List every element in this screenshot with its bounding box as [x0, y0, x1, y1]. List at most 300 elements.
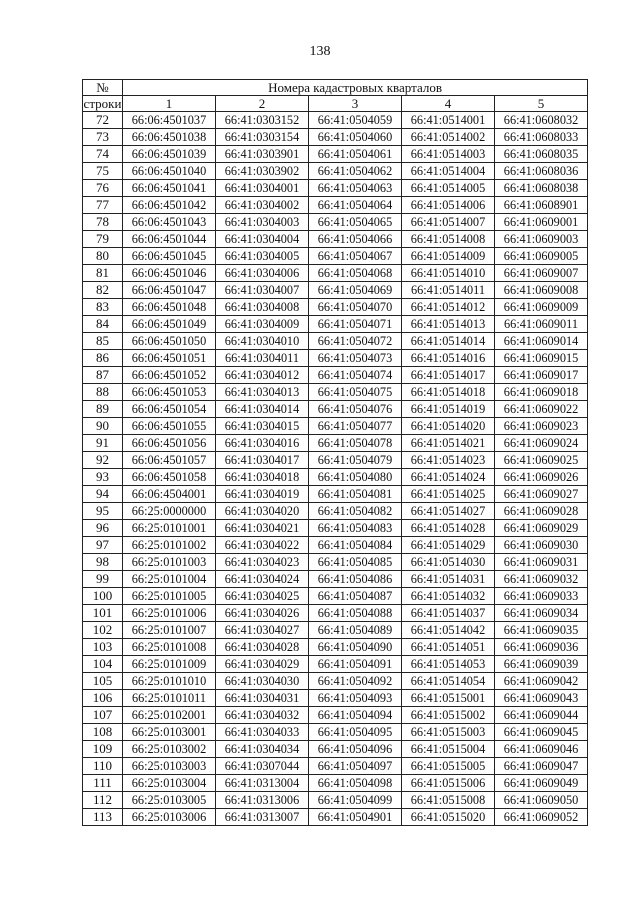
cadastral-number-cell: 66:41:0515005	[402, 758, 495, 775]
cadastral-number-cell: 66:41:0609050	[495, 792, 588, 809]
row-number-cell: 95	[83, 503, 123, 520]
cadastral-number-cell: 66:41:0609045	[495, 724, 588, 741]
cadastral-number-cell: 66:41:0608038	[495, 180, 588, 197]
row-number-cell: 89	[83, 401, 123, 418]
table-row	[83, 469, 588, 486]
table-row	[83, 112, 588, 129]
cadastral-number-cell: 66:25:0101006	[123, 605, 216, 622]
cadastral-number-cell: 66:41:0504082	[309, 503, 402, 520]
cadastral-number-cell: 66:41:0304006	[216, 265, 309, 282]
cadastral-number-cell: 66:41:0609036	[495, 639, 588, 656]
cadastral-number-cell: 66:41:0504098	[309, 775, 402, 792]
cadastral-number-cell: 66:41:0609008	[495, 282, 588, 299]
row-number-cell: 112	[83, 792, 123, 809]
table-row	[83, 775, 588, 792]
row-number-cell: 82	[83, 282, 123, 299]
row-number-cell: 80	[83, 248, 123, 265]
cadastral-number-cell: 66:41:0515020	[402, 809, 495, 826]
cadastral-number-cell: 66:41:0504901	[309, 809, 402, 826]
page-number: 138	[309, 44, 331, 59]
cadastral-number-cell: 66:41:0304001	[216, 180, 309, 197]
cadastral-number-cell: 66:41:0304025	[216, 588, 309, 605]
cadastral-number-cell: 66:41:0504088	[309, 605, 402, 622]
table-row	[83, 554, 588, 571]
cadastral-number-cell: 66:41:0514027	[402, 503, 495, 520]
cadastral-number-cell: 66:41:0504099	[309, 792, 402, 809]
cadastral-number-cell: 66:41:0304028	[216, 639, 309, 656]
table-row	[83, 435, 588, 452]
cadastral-number-cell: 66:41:0514014	[402, 333, 495, 350]
cadastral-number-cell: 66:41:0304019	[216, 486, 309, 503]
cadastral-number-cell: 66:41:0504091	[309, 656, 402, 673]
cadastral-number-cell: 66:41:0304031	[216, 690, 309, 707]
table-row	[83, 809, 588, 826]
cadastral-number-cell: 66:06:4501053	[123, 384, 216, 401]
cadastral-number-cell: 66:41:0307044	[216, 758, 309, 775]
row-number-cell: 74	[83, 146, 123, 163]
cadastral-quarters-table	[82, 79, 588, 826]
cadastral-number-cell: 66:41:0504068	[309, 265, 402, 282]
cadastral-number-cell: 66:25:0101001	[123, 520, 216, 537]
table-row	[83, 197, 588, 214]
row-number-cell: 101	[83, 605, 123, 622]
cadastral-number-cell: 66:41:0514030	[402, 554, 495, 571]
cadastral-number-cell: 66:41:0504080	[309, 469, 402, 486]
cadastral-number-cell: 66:06:4501055	[123, 418, 216, 435]
cadastral-number-cell: 66:06:4501044	[123, 231, 216, 248]
cadastral-number-cell: 66:41:0609030	[495, 537, 588, 554]
cadastral-number-cell: 66:41:0514037	[402, 605, 495, 622]
cadastral-number-cell: 66:41:0514006	[402, 197, 495, 214]
table-row	[83, 350, 588, 367]
row-number-cell: 78	[83, 214, 123, 231]
cadastral-number-cell: 66:41:0504097	[309, 758, 402, 775]
cadastral-number-cell: 66:41:0514021	[402, 435, 495, 452]
table-row	[83, 537, 588, 554]
cadastral-number-cell: 66:41:0504085	[309, 554, 402, 571]
cadastral-number-cell: 66:41:0304021	[216, 520, 309, 537]
cadastral-number-cell: 66:41:0304015	[216, 418, 309, 435]
cadastral-number-cell: 66:41:0514005	[402, 180, 495, 197]
row-number-cell: 79	[83, 231, 123, 248]
cadastral-number-cell: 66:41:0609028	[495, 503, 588, 520]
cadastral-number-cell: 66:41:0609039	[495, 656, 588, 673]
cadastral-number-cell: 66:41:0304034	[216, 741, 309, 758]
cadastral-number-cell: 66:41:0504062	[309, 163, 402, 180]
table-row	[83, 605, 588, 622]
row-number-cell: 111	[83, 775, 123, 792]
cadastral-number-cell: 66:41:0304004	[216, 231, 309, 248]
row-number-cell: 92	[83, 452, 123, 469]
cadastral-number-cell: 66:25:0103002	[123, 741, 216, 758]
cadastral-number-cell: 66:41:0504072	[309, 333, 402, 350]
cadastral-number-cell: 66:41:0514003	[402, 146, 495, 163]
group-header: Номера кадастровых кварталов	[123, 80, 588, 96]
cadastral-number-cell: 66:41:0504071	[309, 316, 402, 333]
cadastral-number-cell: 66:41:0609001	[495, 214, 588, 231]
table-row	[83, 758, 588, 775]
cadastral-number-cell: 66:25:0101009	[123, 656, 216, 673]
cadastral-number-cell: 66:41:0504094	[309, 707, 402, 724]
cadastral-number-cell: 66:06:4501054	[123, 401, 216, 418]
cadastral-number-cell: 66:41:0304009	[216, 316, 309, 333]
cadastral-number-cell: 66:41:0609026	[495, 469, 588, 486]
cadastral-number-cell: 66:41:0504060	[309, 129, 402, 146]
cadastral-number-cell: 66:06:4501049	[123, 316, 216, 333]
cadastral-number-cell: 66:41:0304014	[216, 401, 309, 418]
table-row	[83, 622, 588, 639]
cadastral-number-cell: 66:41:0608032	[495, 112, 588, 129]
cadastral-number-cell: 66:41:0504090	[309, 639, 402, 656]
cadastral-number-cell: 66:41:0609014	[495, 333, 588, 350]
cadastral-number-cell: 66:41:0514042	[402, 622, 495, 639]
table-row	[83, 503, 588, 520]
cadastral-number-cell: 66:41:0304005	[216, 248, 309, 265]
table-row	[83, 265, 588, 282]
cadastral-number-cell: 66:41:0609031	[495, 554, 588, 571]
row-number-cell: 97	[83, 537, 123, 554]
cadastral-number-cell: 66:06:4501058	[123, 469, 216, 486]
cadastral-number-cell: 66:41:0514004	[402, 163, 495, 180]
cadastral-number-cell: 66:41:0514029	[402, 537, 495, 554]
table-row	[83, 656, 588, 673]
cadastral-number-cell: 66:41:0609052	[495, 809, 588, 826]
cadastral-number-cell: 66:06:4501037	[123, 112, 216, 129]
cadastral-number-cell: 66:41:0609007	[495, 265, 588, 282]
cadastral-number-cell: 66:41:0504096	[309, 741, 402, 758]
cadastral-number-cell: 66:41:0515001	[402, 690, 495, 707]
cadastral-number-cell: 66:41:0609043	[495, 690, 588, 707]
cadastral-number-cell: 66:41:0304010	[216, 333, 309, 350]
table-row	[83, 401, 588, 418]
cadastral-number-cell: 66:25:0103004	[123, 775, 216, 792]
cadastral-number-cell: 66:41:0514051	[402, 639, 495, 656]
cadastral-number-cell: 66:41:0304026	[216, 605, 309, 622]
cadastral-number-cell: 66:41:0304024	[216, 571, 309, 588]
cadastral-number-cell: 66:41:0313006	[216, 792, 309, 809]
cadastral-number-cell: 66:41:0514032	[402, 588, 495, 605]
cadastral-number-cell: 66:41:0609022	[495, 401, 588, 418]
cadastral-number-cell: 66:41:0304012	[216, 367, 309, 384]
cadastral-number-cell: 66:41:0514002	[402, 129, 495, 146]
table-row	[83, 333, 588, 350]
table-row	[83, 571, 588, 588]
cadastral-number-cell: 66:41:0304007	[216, 282, 309, 299]
table-row	[83, 384, 588, 401]
cadastral-number-cell: 66:41:0609018	[495, 384, 588, 401]
cadastral-number-cell: 66:41:0608033	[495, 129, 588, 146]
cadastral-number-cell: 66:06:4501045	[123, 248, 216, 265]
cadastral-number-cell: 66:41:0504065	[309, 214, 402, 231]
row-number-cell: 102	[83, 622, 123, 639]
cadastral-number-cell: 66:41:0504059	[309, 112, 402, 129]
cadastral-number-cell: 66:41:0313007	[216, 809, 309, 826]
cadastral-number-cell: 66:41:0304032	[216, 707, 309, 724]
cadastral-number-cell: 66:41:0504066	[309, 231, 402, 248]
cadastral-number-cell: 66:41:0504074	[309, 367, 402, 384]
table-row	[83, 724, 588, 741]
cadastral-number-cell: 66:41:0514009	[402, 248, 495, 265]
cadastral-number-cell: 66:41:0609047	[495, 758, 588, 775]
cadastral-number-cell: 66:41:0304002	[216, 197, 309, 214]
cadastral-number-cell: 66:41:0304027	[216, 622, 309, 639]
row-number-cell: 98	[83, 554, 123, 571]
column-header: 2	[216, 96, 309, 112]
cadastral-number-cell: 66:41:0504093	[309, 690, 402, 707]
row-number-cell: 75	[83, 163, 123, 180]
cadastral-number-cell: 66:41:0609046	[495, 741, 588, 758]
row-number-cell: 100	[83, 588, 123, 605]
cadastral-number-cell: 66:41:0515003	[402, 724, 495, 741]
row-number-cell: 81	[83, 265, 123, 282]
table-row	[83, 588, 588, 605]
cadastral-number-cell: 66:41:0515008	[402, 792, 495, 809]
cadastral-number-cell: 66:41:0609035	[495, 622, 588, 639]
row-number-cell: 90	[83, 418, 123, 435]
cadastral-number-cell: 66:41:0304003	[216, 214, 309, 231]
table-row	[83, 486, 588, 503]
row-number-header-top: №	[83, 80, 123, 96]
cadastral-number-cell: 66:25:0103005	[123, 792, 216, 809]
cadastral-number-cell: 66:25:0101002	[123, 537, 216, 554]
cadastral-number-cell: 66:41:0609029	[495, 520, 588, 537]
cadastral-number-cell: 66:25:0103001	[123, 724, 216, 741]
cadastral-number-cell: 66:41:0514001	[402, 112, 495, 129]
cadastral-number-cell: 66:41:0609015	[495, 350, 588, 367]
cadastral-number-cell: 66:41:0504073	[309, 350, 402, 367]
cadastral-number-cell: 66:25:0102001	[123, 707, 216, 724]
cadastral-number-cell: 66:06:4501040	[123, 163, 216, 180]
column-header: 1	[123, 96, 216, 112]
table-row	[83, 163, 588, 180]
cadastral-number-cell: 66:41:0304022	[216, 537, 309, 554]
cadastral-number-cell: 66:41:0504070	[309, 299, 402, 316]
row-number-cell: 84	[83, 316, 123, 333]
cadastral-number-cell: 66:41:0609011	[495, 316, 588, 333]
cadastral-number-cell: 66:06:4501038	[123, 129, 216, 146]
cadastral-number-cell: 66:41:0304016	[216, 435, 309, 452]
table-row	[83, 146, 588, 163]
cadastral-number-cell: 66:41:0609042	[495, 673, 588, 690]
cadastral-number-cell: 66:41:0504079	[309, 452, 402, 469]
cadastral-number-cell: 66:41:0609023	[495, 418, 588, 435]
cadastral-number-cell: 66:06:4501057	[123, 452, 216, 469]
row-number-cell: 77	[83, 197, 123, 214]
cadastral-number-cell: 66:41:0504084	[309, 537, 402, 554]
cadastral-number-cell: 66:41:0304011	[216, 350, 309, 367]
row-number-header-bottom: строки	[83, 96, 122, 111]
table-row	[83, 299, 588, 316]
table-row	[83, 316, 588, 333]
cadastral-number-cell: 66:06:4501056	[123, 435, 216, 452]
row-number-cell: 94	[83, 486, 123, 503]
table-row	[83, 707, 588, 724]
cadastral-number-cell: 66:41:0304023	[216, 554, 309, 571]
cadastral-number-cell: 66:41:0303154	[216, 129, 309, 146]
row-number-cell: 103	[83, 639, 123, 656]
row-number-cell: 91	[83, 435, 123, 452]
cadastral-number-cell: 66:41:0514023	[402, 452, 495, 469]
cadastral-number-cell: 66:41:0609017	[495, 367, 588, 384]
cadastral-number-cell: 66:41:0504064	[309, 197, 402, 214]
cadastral-number-cell: 66:41:0504083	[309, 520, 402, 537]
cadastral-number-cell: 66:25:0101007	[123, 622, 216, 639]
cadastral-number-cell: 66:06:4501043	[123, 214, 216, 231]
cadastral-number-cell: 66:41:0608901	[495, 197, 588, 214]
cadastral-number-cell: 66:41:0313004	[216, 775, 309, 792]
cadastral-number-cell: 66:41:0304008	[216, 299, 309, 316]
cadastral-number-cell: 66:25:0101004	[123, 571, 216, 588]
cadastral-number-cell: 66:41:0514011	[402, 282, 495, 299]
cadastral-number-cell: 66:41:0304017	[216, 452, 309, 469]
cadastral-number-cell: 66:25:0101005	[123, 588, 216, 605]
cadastral-number-cell: 66:41:0303152	[216, 112, 309, 129]
cadastral-number-cell: 66:25:0101011	[123, 690, 216, 707]
cadastral-number-cell: 66:41:0514024	[402, 469, 495, 486]
row-number-cell: 83	[83, 299, 123, 316]
cadastral-number-cell: 66:41:0504087	[309, 588, 402, 605]
cadastral-number-cell: 66:06:4501047	[123, 282, 216, 299]
cadastral-number-cell: 66:41:0609033	[495, 588, 588, 605]
table-row	[83, 180, 588, 197]
cadastral-number-cell: 66:41:0504075	[309, 384, 402, 401]
cadastral-number-cell: 66:06:4501050	[123, 333, 216, 350]
cadastral-number-cell: 66:41:0504095	[309, 724, 402, 741]
cadastral-number-cell: 66:06:4501039	[123, 146, 216, 163]
cadastral-number-cell: 66:41:0504081	[309, 486, 402, 503]
cadastral-number-cell: 66:25:0000000	[123, 503, 216, 520]
row-number-cell: 110	[83, 758, 123, 775]
cadastral-number-cell: 66:41:0304013	[216, 384, 309, 401]
row-number-cell: 104	[83, 656, 123, 673]
cadastral-number-cell: 66:41:0609032	[495, 571, 588, 588]
cadastral-number-cell: 66:41:0514031	[402, 571, 495, 588]
cadastral-number-cell: 66:06:4504001	[123, 486, 216, 503]
cadastral-number-cell: 66:41:0514053	[402, 656, 495, 673]
column-header: 4	[402, 96, 495, 112]
cadastral-number-cell: 66:41:0514054	[402, 673, 495, 690]
cadastral-number-cell: 66:41:0608035	[495, 146, 588, 163]
cadastral-number-cell: 66:41:0608036	[495, 163, 588, 180]
table-row	[83, 452, 588, 469]
table-row	[83, 367, 588, 384]
cadastral-number-cell: 66:41:0609049	[495, 775, 588, 792]
row-number-cell: 107	[83, 707, 123, 724]
table-row	[83, 520, 588, 537]
cadastral-number-cell: 66:41:0504063	[309, 180, 402, 197]
table-row	[83, 282, 588, 299]
table-row	[83, 248, 588, 265]
cadastral-number-cell: 66:41:0304033	[216, 724, 309, 741]
cadastral-number-cell: 66:41:0304020	[216, 503, 309, 520]
row-number-cell: 96	[83, 520, 123, 537]
cadastral-number-cell: 66:41:0304018	[216, 469, 309, 486]
cadastral-number-cell: 66:06:4501048	[123, 299, 216, 316]
cadastral-number-cell: 66:25:0103006	[123, 809, 216, 826]
cadastral-number-cell: 66:41:0515006	[402, 775, 495, 792]
row-number-cell: 76	[83, 180, 123, 197]
cadastral-number-cell: 66:06:4501042	[123, 197, 216, 214]
cadastral-number-cell: 66:41:0514016	[402, 350, 495, 367]
cadastral-number-cell: 66:41:0514025	[402, 486, 495, 503]
cadastral-number-cell: 66:41:0504086	[309, 571, 402, 588]
table-row	[83, 792, 588, 809]
cadastral-number-cell: 66:41:0303901	[216, 146, 309, 163]
row-number-cell: 113	[83, 809, 123, 826]
cadastral-number-cell: 66:41:0609024	[495, 435, 588, 452]
row-number-cell: 72	[83, 112, 123, 129]
table-header	[83, 80, 588, 112]
cadastral-number-cell: 66:41:0609034	[495, 605, 588, 622]
cadastral-number-cell: 66:41:0504076	[309, 401, 402, 418]
cadastral-number-cell: 66:41:0515004	[402, 741, 495, 758]
cadastral-number-cell: 66:41:0504069	[309, 282, 402, 299]
cadastral-number-cell: 66:41:0514020	[402, 418, 495, 435]
table-row	[83, 129, 588, 146]
cadastral-number-cell: 66:41:0609009	[495, 299, 588, 316]
table-row	[83, 214, 588, 231]
cadastral-number-cell: 66:41:0504089	[309, 622, 402, 639]
cadastral-number-cell: 66:06:4501051	[123, 350, 216, 367]
cadastral-number-cell: 66:25:0101008	[123, 639, 216, 656]
cadastral-number-cell: 66:41:0609025	[495, 452, 588, 469]
cadastral-number-cell: 66:41:0304029	[216, 656, 309, 673]
cadastral-number-cell: 66:41:0504077	[309, 418, 402, 435]
cadastral-number-cell: 66:41:0504078	[309, 435, 402, 452]
cadastral-number-cell: 66:41:0514019	[402, 401, 495, 418]
table-body	[83, 112, 588, 826]
cadastral-number-cell: 66:41:0304030	[216, 673, 309, 690]
row-number-cell: 105	[83, 673, 123, 690]
column-header: 3	[309, 96, 402, 112]
cadastral-number-cell: 66:41:0609005	[495, 248, 588, 265]
cadastral-number-cell: 66:41:0514012	[402, 299, 495, 316]
cadastral-number-cell: 66:41:0514013	[402, 316, 495, 333]
cadastral-number-cell: 66:41:0514010	[402, 265, 495, 282]
cadastral-number-cell: 66:41:0504092	[309, 673, 402, 690]
row-number-cell: 88	[83, 384, 123, 401]
cadastral-number-cell: 66:41:0514008	[402, 231, 495, 248]
cadastral-number-cell: 66:41:0609003	[495, 231, 588, 248]
cadastral-number-cell: 66:06:4501046	[123, 265, 216, 282]
cadastral-number-cell: 66:41:0609027	[495, 486, 588, 503]
cadastral-number-cell: 66:06:4501041	[123, 180, 216, 197]
cadastral-number-cell: 66:41:0514017	[402, 367, 495, 384]
table-row	[83, 418, 588, 435]
row-number-cell: 87	[83, 367, 123, 384]
cadastral-number-cell: 66:41:0514007	[402, 214, 495, 231]
cadastral-number-cell: 66:41:0504067	[309, 248, 402, 265]
cadastral-number-cell: 66:06:4501052	[123, 367, 216, 384]
table-row	[83, 673, 588, 690]
cadastral-number-cell: 66:41:0504061	[309, 146, 402, 163]
table-row	[83, 741, 588, 758]
cadastral-number-cell: 66:41:0514028	[402, 520, 495, 537]
cadastral-number-cell: 66:41:0515002	[402, 707, 495, 724]
row-number-cell: 106	[83, 690, 123, 707]
row-number-cell: 93	[83, 469, 123, 486]
cadastral-number-cell: 66:25:0101010	[123, 673, 216, 690]
table-row	[83, 231, 588, 248]
row-number-cell: 85	[83, 333, 123, 350]
row-number-cell: 73	[83, 129, 123, 146]
cadastral-number-cell: 66:25:0101003	[123, 554, 216, 571]
cadastral-number-cell: 66:41:0514018	[402, 384, 495, 401]
table-row	[83, 690, 588, 707]
cadastral-number-cell: 66:25:0103003	[123, 758, 216, 775]
row-number-cell: 108	[83, 724, 123, 741]
table-row	[83, 639, 588, 656]
